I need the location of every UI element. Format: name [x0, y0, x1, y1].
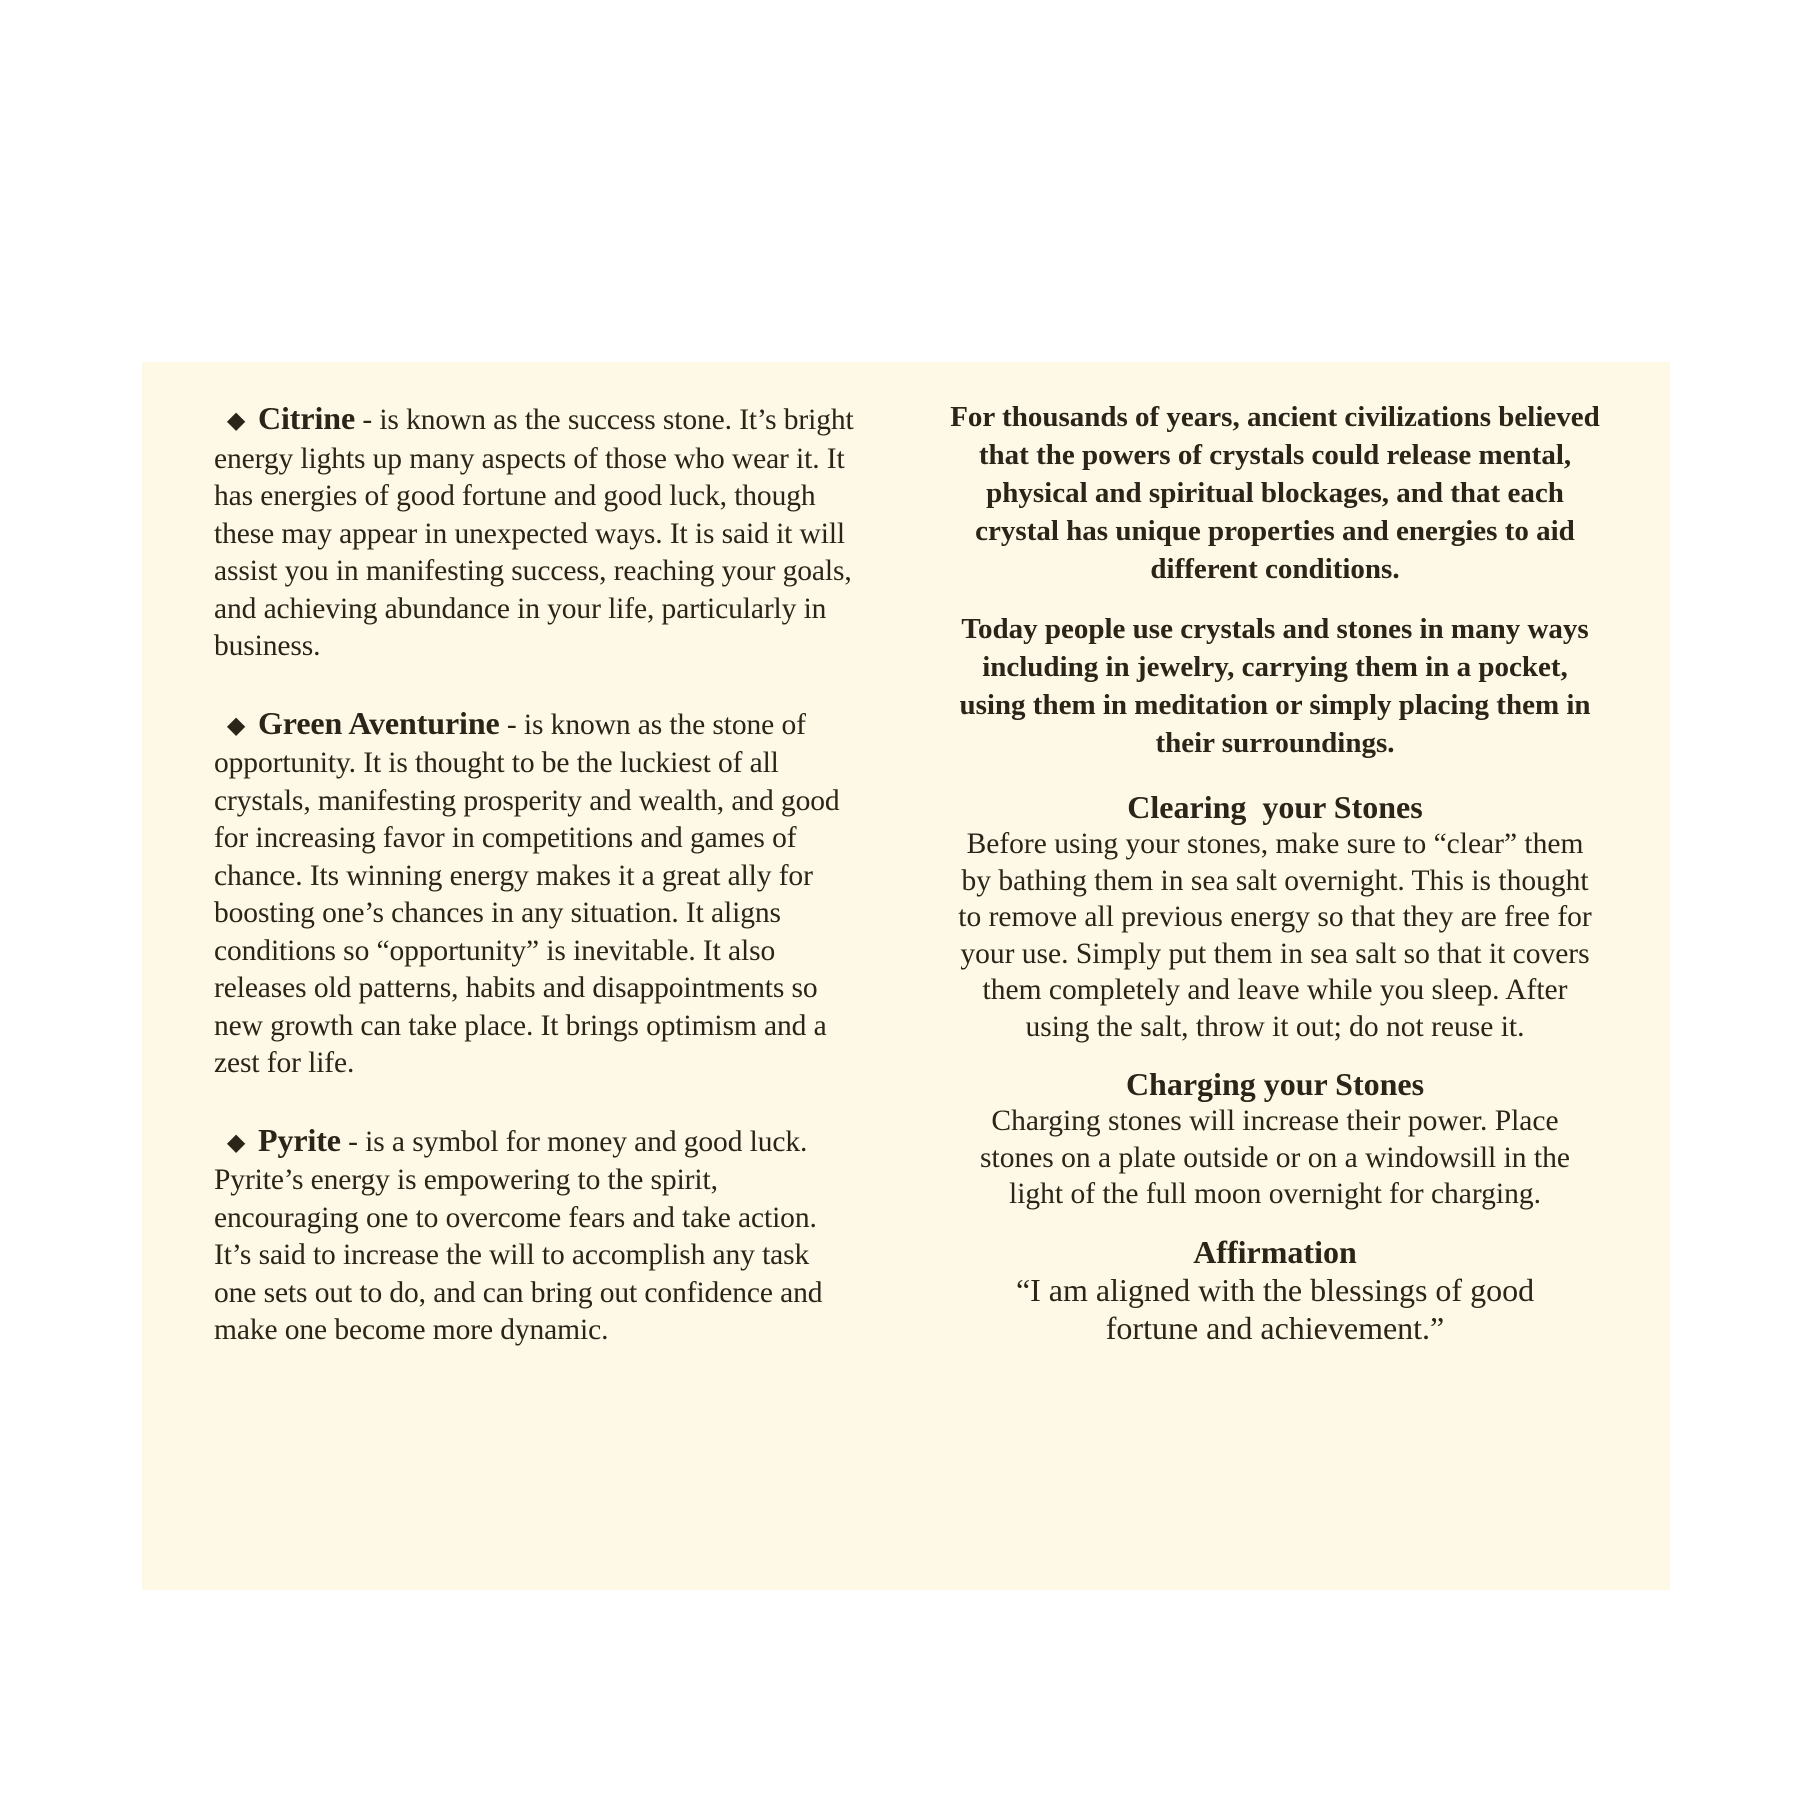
guidance-column — [950, 398, 1600, 1347]
stone-description: - is a symbol for money and good luck. Pyrite’s energy is empowering to the spirit, encouraging one to overcome fears and take action. It’s said to increase the will to accomplish any task one sets out to do, and can bring out confidence and make one become more dynamic. — [214, 1125, 823, 1346]
affirmation-heading: Affirmation — [1193, 1233, 1357, 1270]
stones-column — [214, 400, 854, 1389]
info-card — [142, 362, 1670, 1590]
stone-name: Citrine — [258, 400, 356, 436]
diamond-bullet-icon: ◆ — [226, 408, 246, 434]
diamond-bullet-icon: ◆ — [226, 1129, 246, 1156]
clearing-heading: Clearing your Stones — [1127, 789, 1423, 825]
stone-name: Green Aventurine — [258, 704, 500, 741]
stone-description: - is known as the success stone. It’s bright energy lights up many aspects of those who wear it. It has energies of good fortune and good luck, though these may appear in unexpected ways. It is said it will assist you in manifesting success, reaching your goals, and achieving abundance in your life, particularly in business. — [214, 404, 854, 662]
intro-paragraph-history: For thousands of years, ancient civilizations believed that the powers of crystals could release mental, physical and spiritual blockages, and that each crystal has unique properties and energies to aid different conditions. — [950, 401, 1600, 585]
stone-name: Pyrite — [258, 1121, 341, 1158]
charging-body: Charging stones will increase their power. Place stones on a plate outside or on a windowsill in the light of the full moon overnight for charging. — [980, 1105, 1570, 1210]
diamond-bullet-icon: ◆ — [226, 712, 246, 739]
stone-entry-citrine — [214, 400, 854, 666]
charging-heading: Charging your Stones — [1125, 1066, 1425, 1102]
affirmation-quote: “I am aligned with the blessings of good fortune and achievement.” — [1015, 1271, 1535, 1346]
stone-entry-pyrite — [214, 1122, 854, 1350]
clearing-body: Before using your stones, make sure to “clear” them by bathing them in sea salt overnight. This is thought to remove all previous energy so that they are free for your use. Simply put them in sea salt so that it covers them completely and leave while you sleep. After using the salt, throw it out; do not reuse it. — [958, 828, 1592, 1043]
intro-paragraph-uses: Today people use crystals and stones in many ways including in jewelry, carrying them in a pocket, using them in meditation or simply placing them in their surroundings. — [959, 613, 1591, 759]
stone-description: - is known as the stone of opportunity. It is thought to be the luckiest of all crystals, manifesting prosperity and wealth, and good for increasing favor in competitions and games of chance. Its winning energy makes it a great ally for boosting one’s chances in any situation. It aligns conditions so “opportunity” is inevitable. It also releases old patterns, habits and disappointments so new growth can take place. It brings optimism and a zest for life. — [214, 708, 840, 1079]
stone-entry-green-aventurine — [214, 705, 854, 1083]
